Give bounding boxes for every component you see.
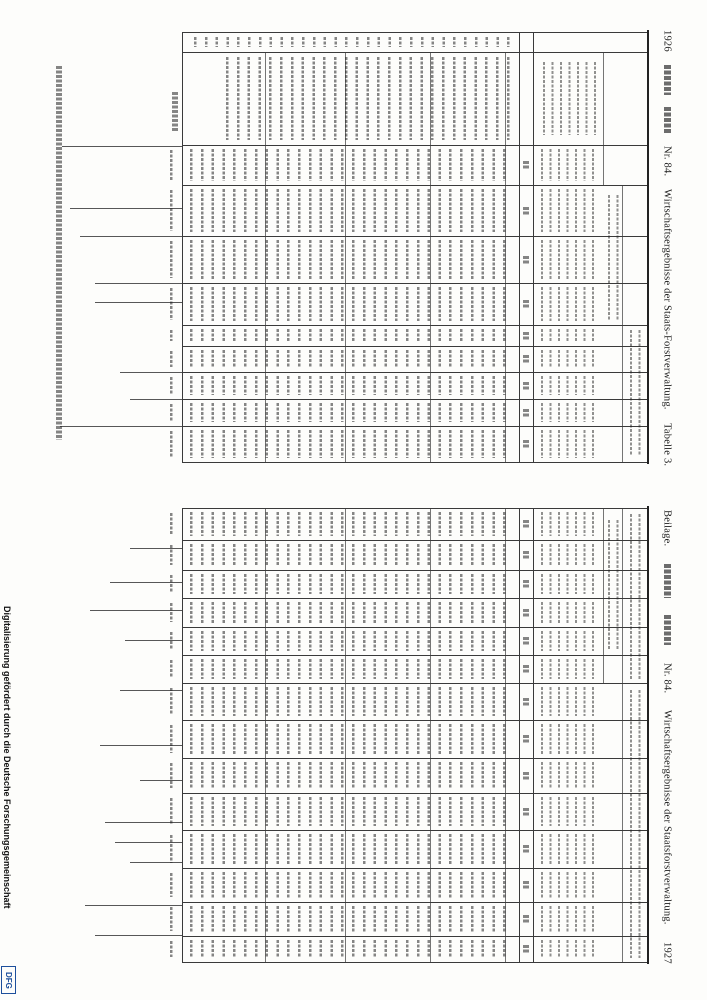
illegible-total-figure: [166, 763, 178, 788]
illegible-total-figure: [166, 907, 178, 931]
illegible-column-heading: [538, 574, 598, 594]
illegible-figure-column: [186, 631, 512, 651]
illegible-total-figure: [166, 798, 178, 825]
table-rule-vertical: [182, 508, 183, 962]
illegible-figure-column: [186, 287, 512, 321]
illegible-figure-column: [186, 189, 512, 232]
illegible-total-figure: [166, 603, 178, 622]
illegible-total-figure: [166, 431, 178, 457]
illegible-figure-column: [186, 906, 512, 932]
illegible-spanning-heading: [627, 690, 643, 958]
table-rule-horizontal: [182, 346, 648, 347]
table-rule-horizontal: [182, 325, 648, 326]
illegible-total-figure: [166, 377, 178, 394]
right-page-issue: Nr. 84.: [661, 662, 673, 693]
summary-rule: [85, 905, 182, 906]
illegible-header-word: [664, 615, 671, 645]
illegible-column-heading: [538, 872, 598, 898]
table-rule-horizontal: [182, 399, 648, 400]
illegible-figure-column: [186, 872, 512, 898]
illegible-column-heading: [538, 797, 598, 826]
table-frame-edge: [647, 506, 649, 964]
column-number: [523, 440, 529, 448]
illegible-column-heading: [538, 659, 598, 679]
illegible-header-word: [664, 65, 671, 95]
left-page-issue: Nr. 84.: [661, 146, 673, 177]
illegible-column-heading: [538, 724, 598, 754]
table-rule-horizontal: [182, 868, 648, 869]
summary-rule: [62, 146, 182, 147]
table-rule-horizontal: [182, 830, 648, 831]
table-rule-vertical: [603, 52, 604, 185]
illegible-figure-column: [186, 512, 512, 536]
illegible-column-heading: [538, 287, 598, 321]
table-rule-vertical: [533, 508, 534, 962]
left-page-number: 1926: [661, 30, 673, 52]
illegible-total-figure: [166, 404, 178, 421]
table-rule-vertical: [622, 185, 623, 462]
illegible-figure-column: [186, 350, 512, 368]
illegible-spanning-heading: [627, 514, 643, 680]
column-number: [523, 580, 529, 588]
illegible-spanning-heading: [605, 195, 621, 320]
column-number: [523, 665, 529, 673]
table-rule-vertical: [182, 32, 183, 462]
illegible-column-heading: [538, 376, 598, 395]
table-rule-horizontal: [182, 902, 648, 903]
illegible-total-figure: [166, 288, 178, 320]
table-rule-vertical: [519, 32, 520, 462]
footnote-illegible: [56, 66, 62, 440]
illegible-column-heading: [538, 403, 598, 422]
illegible-total-figure: [166, 545, 178, 565]
illegible-figure-column: [186, 602, 512, 623]
illegible-figure-column: [186, 403, 512, 422]
illegible-spanning-heading: [605, 520, 621, 650]
illegible-total-figure: [166, 150, 178, 180]
table-rule-horizontal: [182, 236, 648, 237]
illegible-figure-column: [186, 240, 512, 279]
illegible-total-figure: [166, 330, 178, 341]
illegible-header-word: [664, 564, 671, 598]
summary-rule: [130, 399, 182, 400]
table-rule-horizontal: [182, 145, 648, 146]
column-number: [523, 808, 529, 816]
column-number: [523, 845, 529, 853]
illegible-figure-column: [186, 659, 512, 679]
illegible-column-heading: [538, 189, 598, 232]
column-number: [523, 772, 529, 780]
summary-rule: [95, 283, 182, 284]
illegible-sum-label: [172, 92, 178, 132]
illegible-total-figure: [166, 351, 178, 367]
column-number: [523, 881, 529, 889]
illegible-figure-column: [186, 687, 512, 716]
illegible-column-heading: [538, 240, 598, 279]
table-rule-horizontal: [182, 758, 648, 759]
column-number: [523, 382, 529, 390]
illegible-column-heading: [538, 940, 598, 958]
illegible-column-heading: [538, 687, 598, 716]
table-rule-horizontal: [182, 283, 648, 284]
row-label-heading: [540, 62, 600, 135]
column-number: [523, 256, 529, 264]
illegible-column-heading: [538, 544, 598, 566]
right-page-header: [656, 510, 678, 964]
table-label: Tabelle 3.: [661, 422, 673, 466]
row-number-strip: [190, 37, 512, 47]
illegible-column-heading: [538, 149, 598, 181]
table-rule-horizontal: [182, 598, 648, 599]
funding-note: Digitalisierung gefördert durch die Deutsche Forschungsgemeinschaft: [2, 606, 12, 909]
illegible-spanning-heading: [627, 330, 643, 455]
table-rule-vertical: [519, 508, 520, 962]
illegible-header-word: [664, 107, 671, 133]
illegible-total-figure: [166, 575, 178, 593]
illegible-figure-column: [186, 329, 512, 342]
illegible-column-heading: [538, 350, 598, 368]
column-number: [523, 551, 529, 559]
table-rule-horizontal: [182, 372, 648, 373]
illegible-total-figure: [166, 725, 178, 753]
illegible-total-figure: [166, 835, 178, 863]
column-number: [523, 637, 529, 645]
summary-rule: [60, 426, 182, 427]
table-rule-horizontal: [182, 52, 648, 53]
illegible-total-figure: [166, 190, 178, 231]
column-number: [523, 207, 529, 215]
right-page-title: Wirtschaftsergebnisse der Staatsforstverwaltung.: [661, 710, 673, 925]
table-rule-horizontal: [182, 462, 648, 463]
left-page-header: [656, 30, 678, 466]
illegible-figure-column: [186, 376, 512, 395]
illegible-column-heading: [538, 430, 598, 458]
table-rule-horizontal: [182, 936, 648, 937]
table-rule-horizontal: [182, 627, 648, 628]
table-rule-horizontal: [182, 570, 648, 571]
illegible-total-figure: [166, 660, 178, 678]
column-number: [523, 609, 529, 617]
table-rule-horizontal: [182, 962, 648, 963]
column-number: [523, 332, 529, 340]
table-frame-edge: [647, 30, 649, 464]
column-number: [523, 945, 529, 953]
table-rule-vertical: [622, 508, 623, 962]
column-number: [523, 300, 529, 308]
illegible-column-heading: [538, 329, 598, 342]
illegible-total-figure: [166, 688, 178, 715]
table-rule-horizontal: [182, 32, 648, 33]
table-rule-horizontal: [182, 426, 648, 427]
column-number: [523, 520, 529, 528]
illegible-figure-column: [186, 724, 512, 754]
column-number: [523, 409, 529, 417]
table-rule-horizontal: [182, 185, 648, 186]
table-rule-horizontal: [182, 655, 648, 656]
table-rule-horizontal: [182, 683, 648, 684]
illegible-column-heading: [538, 834, 598, 864]
illegible-figure-column: [186, 149, 512, 181]
column-number: [523, 735, 529, 743]
table-rule-horizontal: [182, 720, 648, 721]
table-rule-horizontal: [182, 793, 648, 794]
illegible-total-figure: [166, 873, 178, 897]
table-rule-vertical: [533, 32, 534, 462]
column-number: [523, 915, 529, 923]
table-rule-horizontal: [182, 508, 648, 509]
summary-rule: [120, 372, 182, 373]
illegible-total-figure: [166, 941, 178, 957]
column-number: [523, 161, 529, 169]
illegible-total-figure: [166, 632, 178, 650]
illegible-figure-column: [186, 797, 512, 826]
illegible-total-figure: [166, 241, 178, 278]
illegible-column-heading: [538, 602, 598, 623]
table-rule-horizontal: [182, 540, 648, 541]
illegible-column-heading: [538, 512, 598, 536]
table-rule-vertical: [603, 508, 604, 683]
summary-rule: [80, 236, 182, 237]
illegible-total-figure: [166, 513, 178, 535]
dfg-logo: DFG: [1, 966, 16, 994]
supplement-label: Beilage.: [661, 510, 673, 547]
row-label-column: [222, 57, 512, 140]
illegible-figure-column: [186, 762, 512, 789]
summary-rule: [95, 935, 182, 936]
column-number: [523, 355, 529, 363]
illegible-figure-column: [186, 940, 512, 958]
right-page-number: 1927: [661, 942, 673, 964]
illegible-column-heading: [538, 762, 598, 789]
illegible-figure-column: [186, 834, 512, 864]
illegible-column-heading: [538, 906, 598, 932]
left-page-title: Wirtschaftsergebnisse der Staats-Forstverwaltung.: [661, 189, 673, 410]
illegible-figure-column: [186, 574, 512, 594]
illegible-column-heading: [538, 631, 598, 651]
illegible-figure-column: [186, 430, 512, 458]
column-number: [523, 698, 529, 706]
illegible-figure-column: [186, 544, 512, 566]
